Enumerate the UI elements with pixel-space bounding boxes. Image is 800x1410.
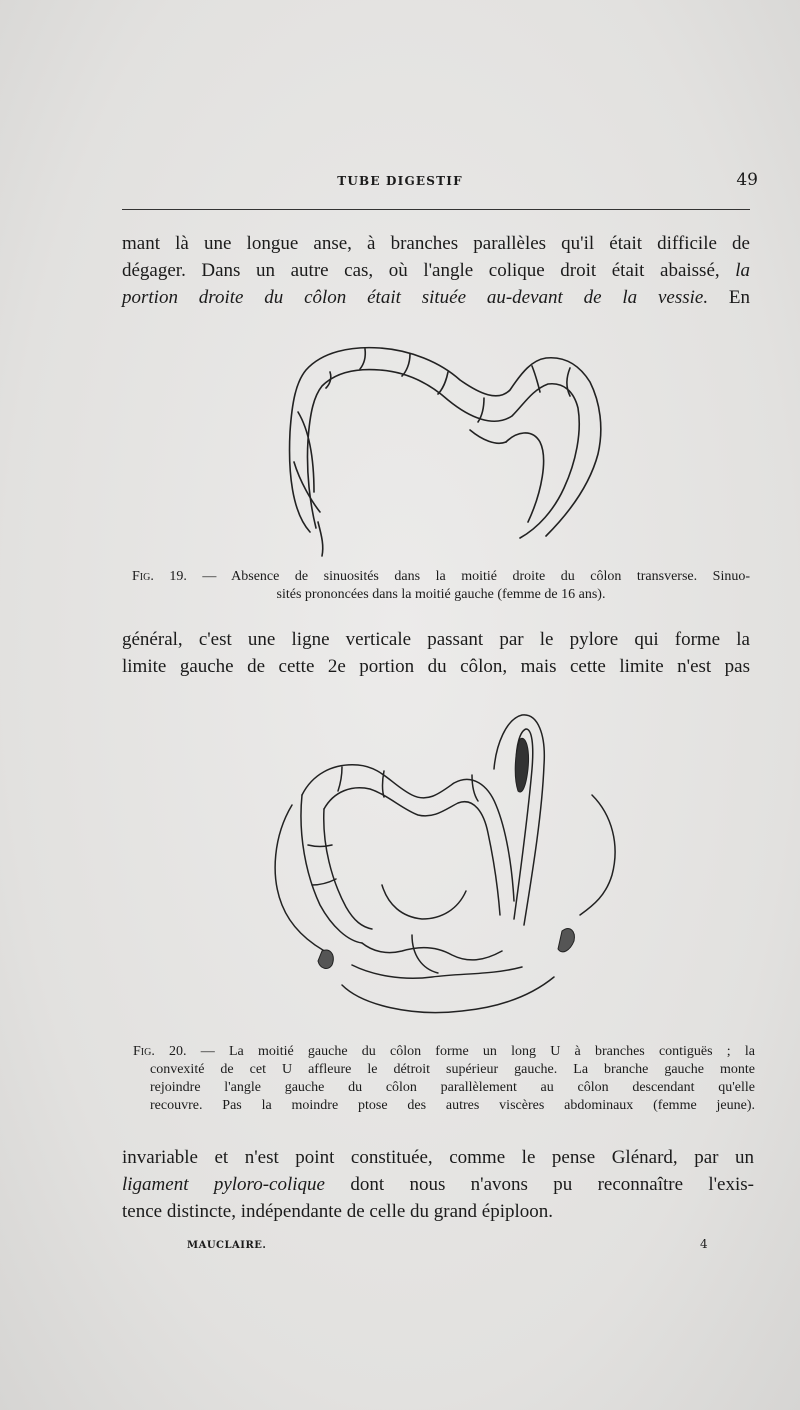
- page-number: 49: [736, 170, 758, 190]
- figure-19-caption: [132, 568, 750, 604]
- caption-line: Fig. 20. — La moitié gauche du côlon forme un long U à branches contiguës ; la: [133, 1044, 756, 1059]
- figure-20-caption: [133, 1043, 755, 1115]
- paragraph-2: [122, 626, 750, 680]
- text-line: invariable et n'est point constituée, comme le pense Glénard, par un: [122, 1147, 754, 1168]
- text-line: portion droite du côlon était située au-devant de la vessie. En: [122, 287, 751, 308]
- footer-signature: MAUCLAIRE.: [187, 1240, 267, 1251]
- paragraph-1: [122, 230, 750, 311]
- figure-19-illustration: [270, 332, 610, 562]
- header-rule: [122, 209, 750, 210]
- text-line: dégager. Dans un autre cas, où l'angle colique droit était abaissé, la: [122, 260, 751, 281]
- figure-20-illustration: [262, 705, 632, 1035]
- caption-line: recouvre. Pas la moindre ptose des autres viscères abdominaux (femme jeune).: [150, 1098, 755, 1113]
- text-line: tence distincte, indépendante de celle du grand épiploon.: [122, 1201, 554, 1222]
- running-title: TUBE DIGESTIF: [337, 174, 463, 188]
- caption-line: rejoindre l'angle gauche du côlon parallèlement au côlon descendant qu'elle: [150, 1080, 755, 1095]
- caption-line: sités prononcées dans la moitié gauche (femme de 16 ans).: [276, 587, 606, 602]
- text-line: limite gauche de cette 2e portion du côlon, mais cette limite n'est pas: [122, 656, 750, 677]
- colon-drawing-20: [262, 705, 632, 1035]
- caption-line: convexité de cet U affleure le détroit supérieur gauche. La branche gauche monte: [150, 1062, 755, 1077]
- footer-sheet-number: 4: [700, 1237, 708, 1251]
- text-line: ligament pyloro-colique dont nous n'avons pu reconnaître l'exis-: [122, 1174, 754, 1195]
- text-line: général, c'est une ligne verticale passant par le pylore qui forme la: [122, 629, 750, 650]
- paragraph-3: [122, 1144, 754, 1225]
- colon-drawing-19: [270, 332, 610, 562]
- text-line: mant là une longue anse, à branches parallèles qu'il était difficile de: [122, 233, 750, 254]
- caption-line: Fig. 19. — Absence de sinuosités dans la moitié droite du côlon transverse. Sinuo-: [132, 569, 750, 584]
